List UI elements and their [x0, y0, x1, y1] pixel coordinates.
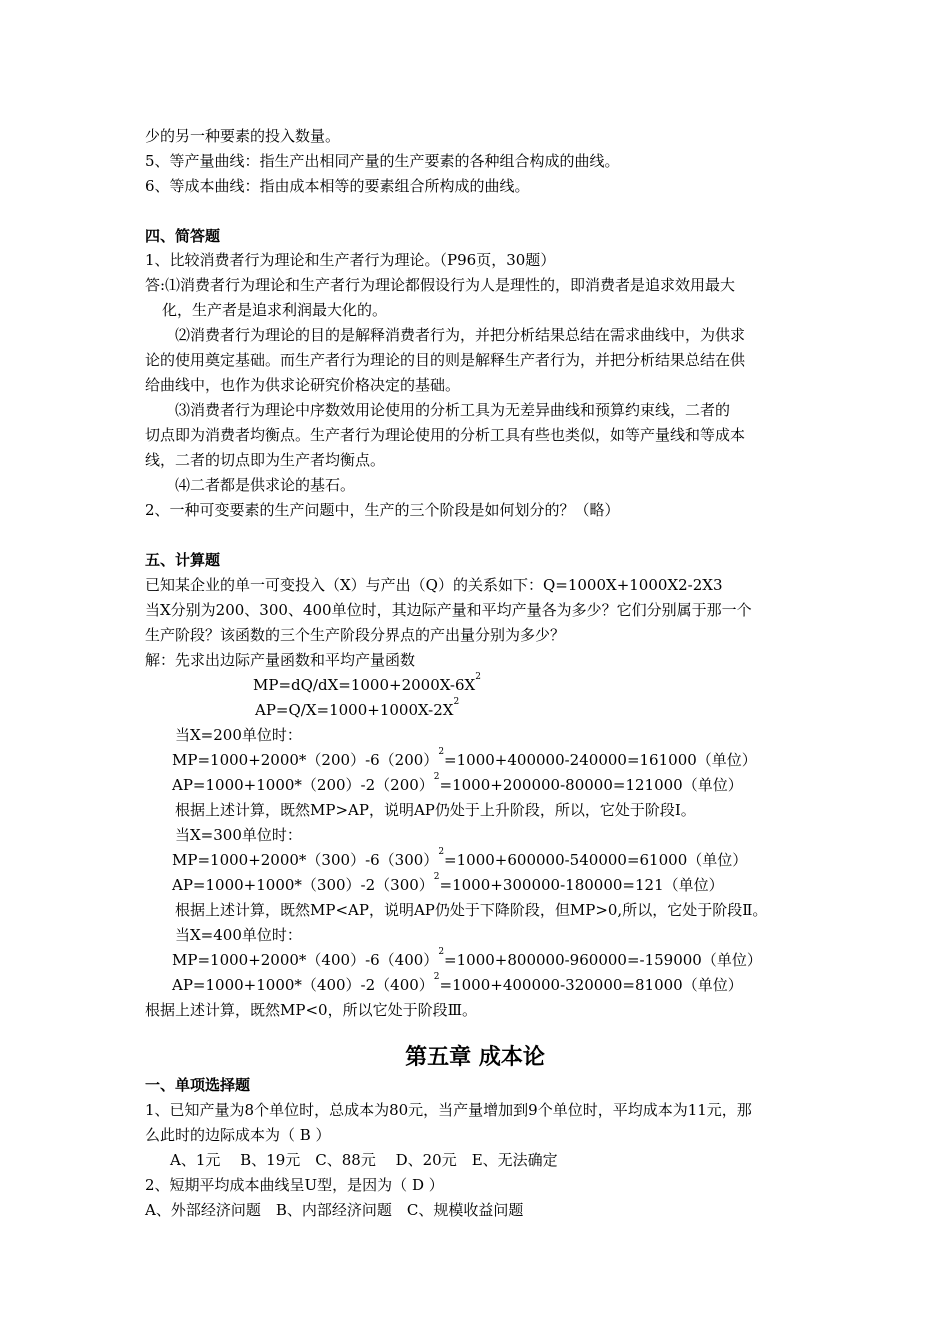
text-line: 少的另一种要素的投入数量。 [145, 127, 341, 145]
superscript: 2 [475, 672, 481, 682]
superscript: 2 [453, 697, 460, 707]
mc-options-1: A、1元 B、19元 C、88元 D、20元 E、无法确定 [170, 1151, 558, 1169]
mc-options-2: A、外部经济问题 B、内部经济问题 C、规模收益问题 [145, 1201, 524, 1219]
case-label: 当X=400单位时： [175, 926, 302, 944]
answer-line: 化，生产者是追求利润最大化的。 [162, 301, 388, 319]
section-heading-short-answer: 四、简答题 [145, 227, 221, 245]
question-1: 1、比较消费者行为理论和生产者行为理论。（P96页，30题） [145, 251, 556, 269]
answer-line: 线，二者的切点即为生产者均衡点。 [145, 451, 386, 469]
case-label: 当X=200单位时： [175, 726, 302, 744]
answer-line: 切点即为消费者均衡点。生产者行为理论使用的分析工具有些也类似，如等产量线和等成本 [145, 426, 746, 444]
mc-question-2: 2、短期平均成本曲线呈U型，是因为（ D ） [145, 1176, 444, 1194]
answer-line: 答:⑴消费者行为理论和生产者行为理论都假设行为人是理性的，即消费者是追求效用最大 [145, 276, 736, 294]
mc-question-1-cont: 么此时的边际成本为（ B ） [145, 1126, 331, 1144]
answer-line: ⑵消费者行为理论的目的是解释消费者行为，并把分析结果总结在需求曲线中，为供求 [175, 326, 746, 344]
calc-line: $AP=1000+1000*(400)-2(400)^2=1000+400000-320000=81000$（单位） [172, 972, 743, 994]
conclusion-line: 根据上述计算，既然MP<AP，说明AP仍处于下降阶段，但MP>0,所以，它处于阶段Ⅱ。 [175, 901, 768, 919]
calc-line: $MP=1000+2000*(300)-6(300)^2=1000+600000-540000=61000$（单位） [172, 847, 748, 869]
definition-isocost: 6、等成本曲线：指由成本相等的要素组合所构成的曲线。 [145, 177, 530, 195]
calc-line: $AP=1000+1000*(200)-2(200)^2=1000+200000-80000=121000$（单位） [172, 772, 743, 794]
answer-line: 给曲线中，也作为供求论研究价格决定的基础。 [145, 376, 461, 394]
answer-line: 论的使用奠定基础。而生产者行为理论的目的则是解释生产者行为，并把分析结果总结在供 [145, 351, 746, 369]
section-heading-single-choice: 一、单项选择题 [145, 1076, 251, 1094]
mc-question-1: 1、已知产量为8个单位时，总成本为80元，当产量增加到9个单位时，平均成本为11元，那 [145, 1101, 752, 1119]
answer-line: ⑶消费者行为理论中序数效用论使用的分析工具为无差异曲线和预算约束线，二者的 [175, 401, 731, 419]
problem-line: 生产阶段？该函数的三个生产阶段分界点的产出量分别为多少？ [145, 626, 566, 644]
chapter-title: 第五章 成本论 [405, 1044, 545, 1070]
conclusion-line: 根据上述计算，既然MP>AP，说明AP仍处于上升阶段，所以，它处于阶段Ⅰ。 [175, 801, 696, 819]
question-2: 2、一种可变要素的生产问题中，生产的三个阶段是如何划分的？（略） [145, 501, 620, 519]
calc-line: $MP=1000+2000*(400)-6(400)^2=1000+800000-960000=-159000$（单位） [172, 947, 762, 969]
case-label: 当X=300单位时： [175, 826, 302, 844]
calc-line: $MP=1000+2000*(200)-6(200)^2=1000+400000-240000=161000$（单位） [172, 747, 757, 769]
definition-isoquant: 5、等产量曲线：指生产出相同产量的生产要素的各种组合构成的曲线。 [145, 152, 620, 170]
ap-function: $AP=Q/X=1000+1000X-2X^2$ [255, 697, 460, 719]
section-heading-calculation: 五、计算题 [145, 551, 221, 569]
calc-line: $AP=1000+1000*(300)-2(300)^2=1000+300000-180000=121$（单位） [172, 872, 724, 894]
solution-line: 解：先求出边际产量函数和平均产量函数 [145, 651, 416, 669]
problem-line: 已知某企业的单一可变投入（X）与产出（Q）的关系如下：Q=1000X+1000X2-2X3 [145, 576, 723, 594]
answer-line: ⑷二者都是供求论的基石。 [175, 476, 356, 494]
conclusion-line: 根据上述计算，既然MP<0，所以它处于阶段Ⅲ。 [145, 1001, 478, 1019]
problem-line: 当X分别为200、300、400单位时，其边际产量和平均产量各为多少？它们分别属于那一个 [145, 601, 752, 619]
mp-function: $MP=dQ/dX=1000+2000X-6X^2$ [253, 672, 481, 694]
